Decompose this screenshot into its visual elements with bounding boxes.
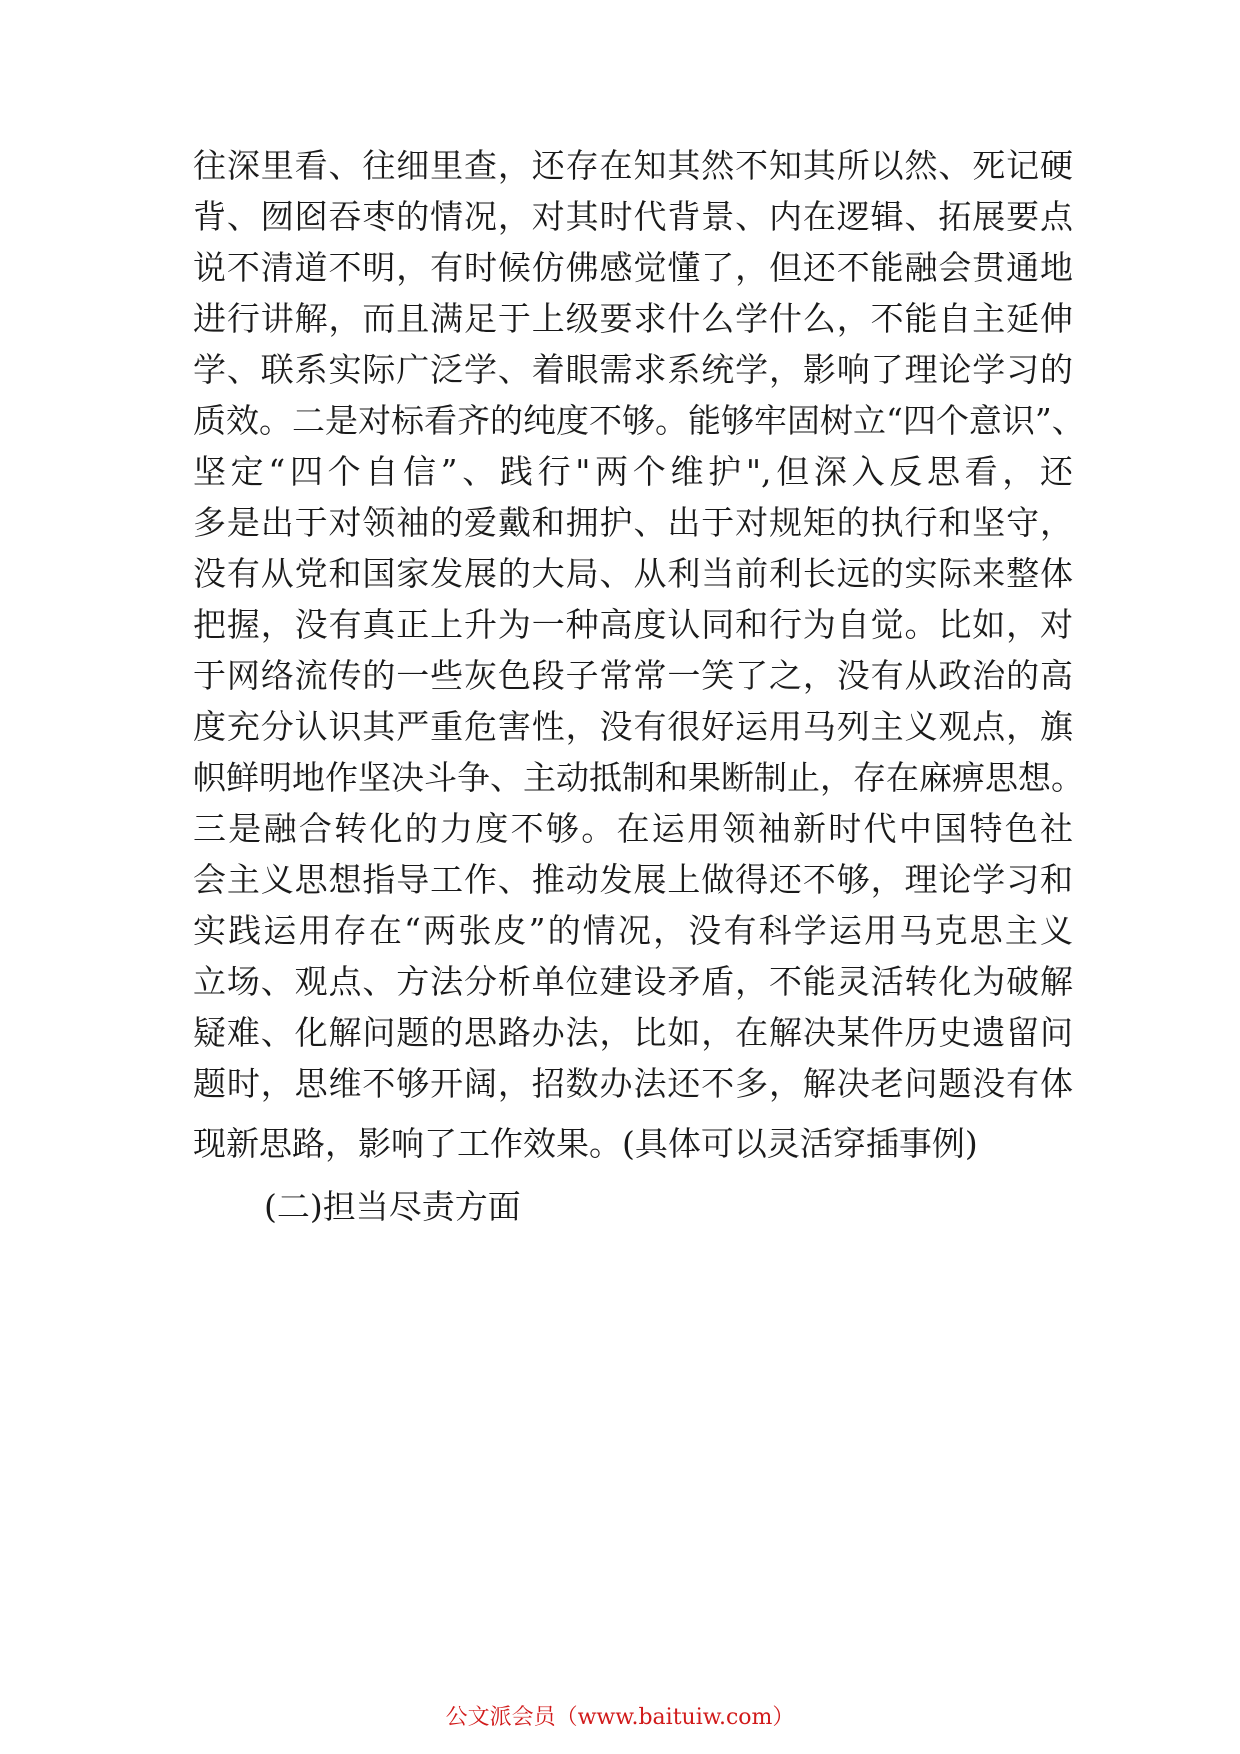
body-line: 立场、观点、方法分析单位建设矛盾，不能灵活转化为破解: [193, 962, 1073, 1001]
body-line-last: 现新思路，影响了工作效果。(具体可以灵活穿插事例): [193, 1124, 978, 1163]
body-line: 实践运用存在“两张皮”的情况，没有科学运用马克思主义: [193, 911, 1073, 950]
body-line: 学、联系实际广泛学、着眼需求系统学，影响了理论学习的: [193, 350, 1073, 389]
body-line: 没有从党和国家发展的大局、从利当前利长远的实际来整体: [193, 554, 1073, 593]
body-line: 说不清道不明，有时候仿佛感觉懂了，但还不能融会贯通地: [193, 248, 1073, 287]
body-line: 往深里看、往细里查，还存在知其然不知其所以然、死记硬: [193, 146, 1073, 185]
body-line: 把握，没有真正上升为一种高度认同和行为自觉。比如，对: [193, 605, 1073, 644]
body-line: 疑难、化解问题的思路办法，比如，在解决某件历史遗留问: [193, 1013, 1073, 1052]
body-line: 三是融合转化的力度不够。在运用领袖新时代中国特色社: [193, 809, 1073, 848]
body-line: 多是出于对领袖的爱戴和拥护、出于对规矩的执行和坚守，: [193, 503, 1073, 542]
body-line: 会主义思想指导工作、推动发展上做得还不够，理论学习和: [193, 860, 1073, 899]
body-line: 题时，思维不够开阔，招数办法还不多，解决老问题没有体: [193, 1064, 1073, 1103]
body-line: 坚定“四个自信”、践行"两个维护",但深入反思看，还: [193, 452, 1073, 491]
body-line: 进行讲解，而且满足于上级要求什么学什么，不能自主延伸: [193, 299, 1073, 338]
body-line: 背、囫囵吞枣的情况，对其时代背景、内在逻辑、拓展要点: [193, 197, 1073, 236]
footer-watermark-text: 公文派会员（www.baituiw.com）: [445, 1705, 795, 1730]
body-line: 帜鲜明地作坚决斗争、主动抵制和果断制止，存在麻痹思想。: [193, 758, 1084, 797]
body-line: 度充分认识其严重危害性，没有很好运用马列主义观点，旗: [193, 707, 1073, 746]
body-line: 质效。二是对标看齐的纯度不够。能够牢固树立“四个意识”、: [193, 401, 1085, 440]
section-heading: (二)担当尽责方面: [264, 1187, 521, 1226]
body-line: 于网络流传的一些灰色段子常常一笑了之，没有从政治的高: [193, 656, 1073, 695]
